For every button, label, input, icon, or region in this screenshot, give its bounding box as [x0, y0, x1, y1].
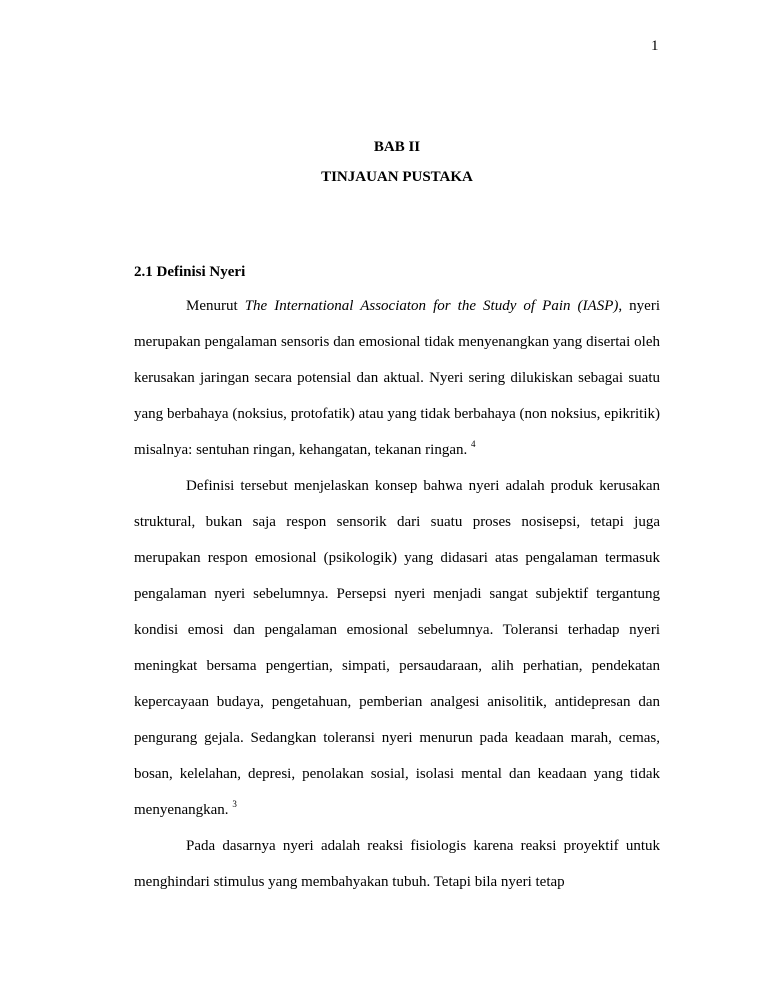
chapter-title: TINJAUAN PUSTAKA	[321, 169, 473, 185]
paragraph-text: Pada dasarnya nyeri adalah reaksi fisiologis karena reaksi proyektif untuk menghindari stimulus yang membahyakan tubuh. Tetapi bila nyeri tetap	[134, 838, 660, 890]
body-text	[134, 288, 660, 900]
citation-marker: 4	[470, 439, 476, 449]
chapter-number: BAB II	[373, 139, 421, 155]
page-number: 1	[651, 38, 659, 54]
paragraph-lead: Menurut	[186, 298, 245, 314]
iasp-title: The International Associaton for the Study of Pain (IASP)	[244, 298, 619, 314]
paragraph-iasp-definition	[134, 288, 660, 468]
paragraph-definition-concept	[134, 468, 660, 828]
citation-marker: 3	[232, 799, 237, 809]
paragraph-physiology	[134, 828, 660, 900]
section-heading: 2.1 Definisi Nyeri	[134, 264, 246, 280]
paragraph-text: , nyeri merupakan pengalaman sensoris dan emosional tidak menyenangkan yang disertai oleh kerusakan jaringan secara potensial dan aktual. Nyeri sering dilukiskan sebagai suatu yang berbahaya (noksius, protofatik) atau yang tidak berbahaya (non noksius, epikritik) misalnya: sentuhan ringan, kehangatan, tekanan ringan.	[134, 298, 660, 458]
paragraph-text: Definisi tersebut menjelaskan konsep bahwa nyeri adalah produk kerusakan struktural, bukan saja respon sensorik dari suatu proses nosisepsi, tetapi juga merupakan respon emosional (psikologik) yang didasari atas pengalaman termasuk pengalaman nyeri sebelumnya. Persepsi nyeri menjadi sangat subjektif tergantung kondisi emosi dan pengalaman emosional sebelumnya. Toleransi terhadap nyeri meningkat bersama pengertian, simpati, persaudaraan, alih perhatian, pendekatan kepercayaan budaya, pengetahuan, pemberian analgesi anisolitik, antidepresan dan pengurang gejala. Sedangkan toleransi nyeri menurun pada keadaan marah, cemas, bosan, kelelahan, depresi, penolakan sosial, isolasi mental dan keadaan yang tidak menyenangkan.	[134, 478, 660, 818]
